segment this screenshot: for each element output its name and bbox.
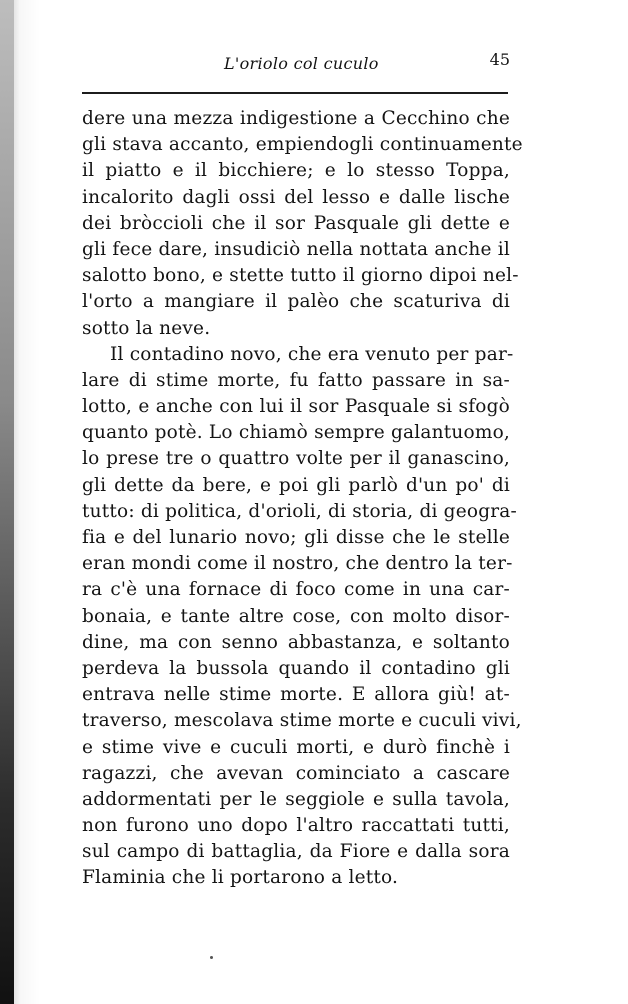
text-line: non furono uno dopo l'altro raccattati tutti, — [82, 815, 510, 837]
text-line: lotto, e anche con lui il sor Pasquale si sfogò — [82, 396, 510, 418]
text-line: bonaia, e tante altre cose, con molto disor- — [82, 605, 510, 627]
text-line: e stime vive e cuculi morti, e durò finchè i — [82, 736, 510, 758]
text-line: gli fece dare, insudiciò nella nottata anche il — [82, 238, 510, 260]
text-line: perdeva la bussola quando il contadino gli — [82, 657, 510, 679]
text-line: entrava nelle stime morte. E allora giù! at- — [82, 684, 510, 706]
body-text — [82, 106, 523, 892]
header-rule — [82, 92, 508, 94]
text-line: sul campo di battaglia, da Fiore e dalla sora — [82, 841, 510, 863]
text-line: salotto bono, e stette tutto il giorno dipoi nel- — [82, 265, 519, 287]
book-spine-shadow — [0, 0, 14, 1004]
page-number: 45 — [489, 50, 510, 69]
text-line: incalorito dagli ossi del lesso e dalle lische — [82, 186, 510, 208]
running-head — [88, 50, 512, 78]
text-line: il piatto e il bicchiere; e lo stesso Toppa, — [82, 160, 510, 182]
text-line: tutto: di politica, d'orioli, di storia, di geogra- — [82, 500, 517, 522]
text-line: addormentati per le seggiole e sulla tavola, — [82, 788, 510, 810]
text-line: gli dette da bere, e poi gli parlò d'un po' di — [82, 474, 510, 496]
text-line: dei bròccioli che il sor Pasquale gli dette e — [82, 212, 510, 234]
text-line: ragazzi, che avevan cominciato a cascare — [82, 762, 510, 784]
text-line: gli stava accanto, empiendogli continuamente — [82, 134, 523, 156]
text-line: eran mondi come il nostro, che dentro la ter- — [82, 553, 513, 575]
text-line: dine, ma con senno abbastanza, e soltanto — [82, 631, 510, 653]
running-title: L'oriolo col cuculo — [224, 54, 379, 73]
text-line: lare di stime morte, fu fatto passare in sa- — [82, 369, 510, 391]
text-line: Flaminia che li portarono a letto. — [82, 867, 399, 889]
text-line: traverso, mescolava stime morte e cuculi vivi, — [82, 710, 522, 732]
text-line: sotto la neve. — [82, 317, 211, 339]
text-line: dere una mezza indigestione a Cecchino che — [82, 108, 510, 129]
text-line: quanto potè. Lo chiamò sempre galantuomo, — [82, 422, 510, 444]
text-line: Il contadino novo, che era venuto per par- — [110, 343, 514, 365]
text-line: lo prese tre o quattro volte per il ganascino, — [82, 448, 510, 470]
text-line: fia e del lunario novo; gli disse che le stelle — [82, 527, 510, 548]
paper-speck — [210, 956, 213, 959]
text-line: l'orto a mangiare il palèo che scaturiva di — [82, 291, 510, 313]
text-line: ra c'è una fornace di foco come in una car- — [82, 579, 510, 601]
